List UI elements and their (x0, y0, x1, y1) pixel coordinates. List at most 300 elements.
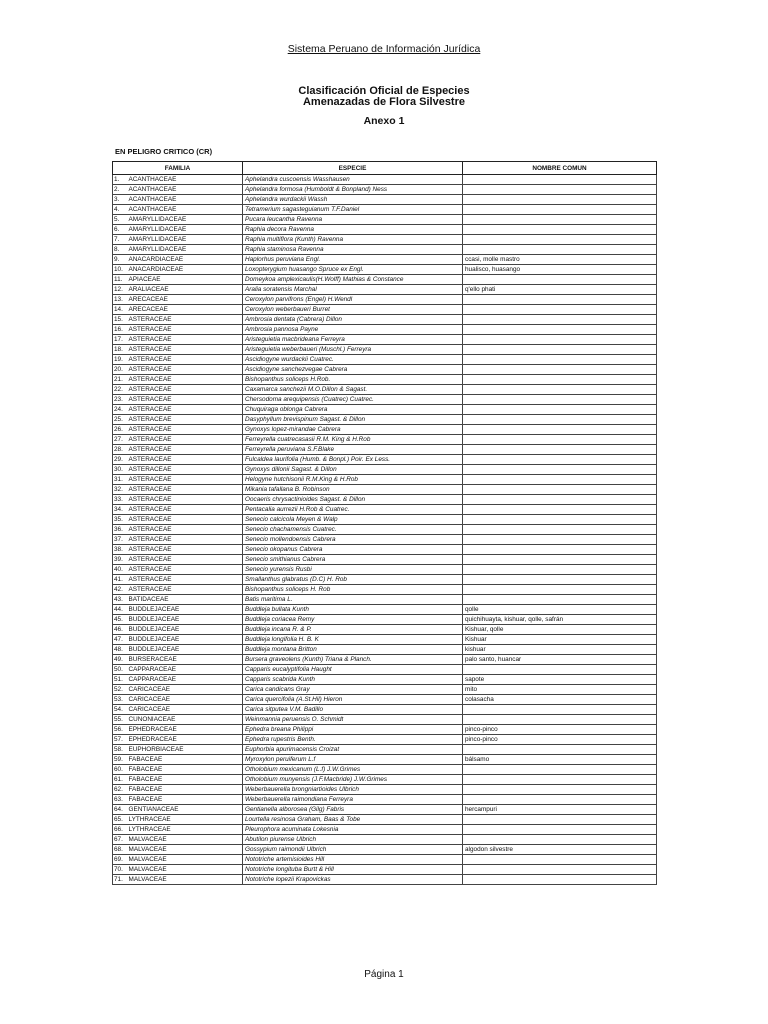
table-row (113, 185, 657, 195)
cell-nombre-comun (463, 475, 657, 485)
cell-familia: FABACEAE (127, 765, 243, 775)
row-number: 27. (113, 435, 127, 445)
cell-familia: MALVACEAE (127, 875, 243, 885)
cell-nombre-comun: mito (463, 685, 657, 695)
cell-familia: ASTERACEAE (127, 475, 243, 485)
cell-familia: CAPPARACEAE (127, 675, 243, 685)
cell-especie: Raphia decora Ravenna (243, 225, 463, 235)
cell-nombre-comun (463, 295, 657, 305)
cell-nombre-comun (463, 495, 657, 505)
table-row (113, 435, 657, 445)
cell-familia: CARICACEAE (127, 685, 243, 695)
cell-nombre-comun (463, 865, 657, 875)
cell-nombre-comun: Kishuar, qolle (463, 625, 657, 635)
cell-nombre-comun (463, 445, 657, 455)
cell-familia: ASTERACEAE (127, 335, 243, 345)
row-number: 45. (113, 615, 127, 625)
cell-familia: EPHEDRACEAE (127, 725, 243, 735)
cell-familia: ASTERACEAE (127, 495, 243, 505)
cell-nombre-comun: pinco-pinco (463, 735, 657, 745)
cell-familia: ASTERACEAE (127, 485, 243, 495)
cell-nombre-comun (463, 575, 657, 585)
cell-nombre-comun (463, 585, 657, 595)
row-number: 1. (113, 175, 127, 185)
cell-nombre-comun: qolle (463, 605, 657, 615)
table-row (113, 335, 657, 345)
cell-especie: Ambrosia dentata (Cabrera) Dillon (243, 315, 463, 325)
table-row (113, 425, 657, 435)
cell-nombre-comun (463, 425, 657, 435)
table-row (113, 855, 657, 865)
table-row (113, 575, 657, 585)
cell-nombre-comun (463, 375, 657, 385)
cell-nombre-comun (463, 565, 657, 575)
cell-especie: Buddleja coriacea Remy (243, 615, 463, 625)
cell-especie: Raphia staminosa Ravenna (243, 245, 463, 255)
cell-especie: Loxopterygium huasango Spruce ex Engl. (243, 265, 463, 275)
row-number: 42. (113, 585, 127, 595)
row-number: 18. (113, 345, 127, 355)
cell-familia: FABACEAE (127, 785, 243, 795)
cell-familia: ASTERACEAE (127, 375, 243, 385)
cell-especie: Gynoxys lopez-mirandae Cabrera (243, 425, 463, 435)
cell-nombre-comun (463, 385, 657, 395)
cell-familia: BUDDLEJACEAE (127, 635, 243, 645)
cell-familia: MALVACEAE (127, 865, 243, 875)
table-row (113, 225, 657, 235)
cell-familia: ASTERACEAE (127, 445, 243, 455)
row-number: 52. (113, 685, 127, 695)
table-row (113, 825, 657, 835)
row-number: 19. (113, 355, 127, 365)
cell-familia: ASTERACEAE (127, 315, 243, 325)
table-row (113, 565, 657, 575)
cell-especie: Senecio smithianus Cabrera (243, 555, 463, 565)
cell-nombre-comun (463, 465, 657, 475)
cell-especie: Mikania tafallana B. Robinson (243, 485, 463, 495)
row-number: 47. (113, 635, 127, 645)
row-number: 58. (113, 745, 127, 755)
table-row (113, 755, 657, 765)
cell-especie: Buddleja longifolia H. B. K (243, 635, 463, 645)
table-body (113, 175, 657, 885)
table-row (113, 535, 657, 545)
row-number: 30. (113, 465, 127, 475)
cell-familia: CAPPARACEAE (127, 665, 243, 675)
table-row (113, 505, 657, 515)
cell-familia: ASTERACEAE (127, 505, 243, 515)
cell-nombre-comun (463, 185, 657, 195)
cell-especie: Smallanthus glabratus (D.C) H. Rob (243, 575, 463, 585)
cell-nombre-comun: hualisco, huasango (463, 265, 657, 275)
cell-nombre-comun (463, 415, 657, 425)
cell-especie: Helogyne hutchisonii R.M.King & H.Rob (243, 475, 463, 485)
table-row (113, 605, 657, 615)
table-row (113, 325, 657, 335)
cell-familia: AMARYLLIDACEAE (127, 215, 243, 225)
cell-nombre-comun (463, 195, 657, 205)
row-number: 20. (113, 365, 127, 375)
row-number: 13. (113, 295, 127, 305)
cell-nombre-comun (463, 705, 657, 715)
row-number: 9. (113, 255, 127, 265)
cell-nombre-comun (463, 545, 657, 555)
cell-especie: Senecio calcicola Meyen & Walp (243, 515, 463, 525)
table-row (113, 725, 657, 735)
cell-nombre-comun (463, 875, 657, 885)
row-number: 3. (113, 195, 127, 205)
cell-familia: ASTERACEAE (127, 525, 243, 535)
cell-nombre-comun (463, 715, 657, 725)
table-row (113, 745, 657, 755)
cell-familia: ASTERACEAE (127, 365, 243, 375)
cell-especie: Haplorhus peruviana Engl. (243, 255, 463, 265)
cell-familia: ASTERACEAE (127, 565, 243, 575)
table-row (113, 465, 657, 475)
cell-especie: Euphorbia apurimacensis Croizat (243, 745, 463, 755)
cell-nombre-comun (463, 775, 657, 785)
table-row (113, 385, 657, 395)
table-row (113, 295, 657, 305)
table-row (113, 665, 657, 675)
cell-familia: MALVACEAE (127, 845, 243, 855)
cell-nombre-comun: sapote (463, 675, 657, 685)
table-row (113, 255, 657, 265)
cell-nombre-comun (463, 665, 657, 675)
table-row (113, 415, 657, 425)
row-number: 53. (113, 695, 127, 705)
row-number: 43. (113, 595, 127, 605)
row-number: 2. (113, 185, 127, 195)
cell-familia: CARICACEAE (127, 695, 243, 705)
table-row (113, 675, 657, 685)
row-number: 24. (113, 405, 127, 415)
row-number: 12. (113, 285, 127, 295)
table-row (113, 355, 657, 365)
cell-especie: Carica candicans Gray (243, 685, 463, 695)
row-number: 26. (113, 425, 127, 435)
cell-especie: Ceroxylon weberbaueri Burret (243, 305, 463, 315)
cell-familia: BUDDLEJACEAE (127, 605, 243, 615)
cell-nombre-comun: palo santo, huancar (463, 655, 657, 665)
cell-nombre-comun (463, 275, 657, 285)
header-nombre-comun: NOMBRE COMUN (463, 162, 657, 175)
cell-familia: ASTERACEAE (127, 415, 243, 425)
row-number: 65. (113, 815, 127, 825)
table-row (113, 545, 657, 555)
row-number: 71. (113, 875, 127, 885)
cell-nombre-comun (463, 225, 657, 235)
cell-familia: ACANTHACEAE (127, 205, 243, 215)
cell-especie: Ascidiogyne wurdackii Cuatrec. (243, 355, 463, 365)
row-number: 38. (113, 545, 127, 555)
cell-especie: Buddleja incana R. & P. (243, 625, 463, 635)
row-number: 37. (113, 535, 127, 545)
cell-nombre-comun (463, 175, 657, 185)
cell-especie: Pleurophora acuminata Lokesnia (243, 825, 463, 835)
cell-nombre-comun (463, 515, 657, 525)
title-line-1: Clasificación Oficial de Especies (298, 85, 470, 97)
cell-familia: CUNONIACEAE (127, 715, 243, 725)
row-number: 66. (113, 825, 127, 835)
cell-nombre-comun: colasacha (463, 695, 657, 705)
row-number: 34. (113, 505, 127, 515)
cell-familia: BUDDLEJACEAE (127, 645, 243, 655)
cell-especie: Senecio chachamensis Cuatrec. (243, 525, 463, 535)
row-number: 55. (113, 715, 127, 725)
cell-especie: Ceroxylon parvifrons (Engel) H.Wendl (243, 295, 463, 305)
cell-especie: Buddleja montana Britton (243, 645, 463, 655)
cell-especie: Abutilon piurense Ulbrich (243, 835, 463, 845)
table-row (113, 365, 657, 375)
cell-nombre-comun: quichihuayta, kishuar, qolle, safrán (463, 615, 657, 625)
table-row (113, 595, 657, 605)
cell-especie: Capparis scabrida Kunth (243, 675, 463, 685)
cell-especie: Dasyphyllum brevispinum Sagast. & Dillon (243, 415, 463, 425)
table-row (113, 285, 657, 295)
row-number: 8. (113, 245, 127, 255)
row-number: 46. (113, 625, 127, 635)
table-header-row (113, 162, 657, 175)
row-number: 60. (113, 765, 127, 775)
table-row (113, 705, 657, 715)
table-row (113, 655, 657, 665)
cell-nombre-comun: bálsamo (463, 755, 657, 765)
table-row (113, 265, 657, 275)
cell-especie: Gossypium raimondii Ulbrich (243, 845, 463, 855)
row-number: 57. (113, 735, 127, 745)
cell-nombre-comun (463, 345, 657, 355)
row-number: 68. (113, 845, 127, 855)
row-number: 50. (113, 665, 127, 675)
table-row (113, 305, 657, 315)
cell-nombre-comun (463, 205, 657, 215)
cell-familia: MALVACEAE (127, 835, 243, 845)
table-row (113, 765, 657, 775)
cell-nombre-comun (463, 325, 657, 335)
row-number: 39. (113, 555, 127, 565)
row-number: 5. (113, 215, 127, 225)
row-number: 35. (113, 515, 127, 525)
cell-especie: Ephedra rupestris Benth. (243, 735, 463, 745)
cell-especie: Domeykoa amplexicaulis(H.Wolff) Mathias & Constance (243, 275, 463, 285)
cell-especie: Nototriche lopezii Krapovickas (243, 875, 463, 885)
table-row (113, 205, 657, 215)
cell-especie: Batis maritima L. (243, 595, 463, 605)
title-line-2: Amenazadas de Flora Silvestre (302, 96, 465, 108)
cell-nombre-comun (463, 435, 657, 445)
cell-familia: FABACEAE (127, 755, 243, 765)
row-number: 54. (113, 705, 127, 715)
cell-familia: BUDDLEJACEAE (127, 625, 243, 635)
cell-familia: ASTERACEAE (127, 345, 243, 355)
cell-especie: Otholobium mexicanum (L.f) J.W.Grimes (243, 765, 463, 775)
cell-nombre-comun (463, 405, 657, 415)
cell-especie: Weinmannia peruensis O. Schmidt (243, 715, 463, 725)
cell-nombre-comun: kishuar (463, 645, 657, 655)
cell-especie: Ferreyrella cuatrecasasii R.M. King & H.Rob (243, 435, 463, 445)
system-header: Sistema Peruano de Información Jurídica (287, 43, 481, 55)
cell-familia: ASTERACEAE (127, 355, 243, 365)
cell-familia: ASTERACEAE (127, 325, 243, 335)
row-number: 21. (113, 375, 127, 385)
cell-familia: ACANTHACEAE (127, 195, 243, 205)
table-row (113, 715, 657, 725)
cell-familia: ASTERACEAE (127, 395, 243, 405)
cell-nombre-comun (463, 535, 657, 545)
cell-nombre-comun: ccasi, molle mastro (463, 255, 657, 265)
cell-especie: Pucara leucantha Ravenna (243, 215, 463, 225)
row-number: 33. (113, 495, 127, 505)
cell-nombre-comun (463, 305, 657, 315)
cell-nombre-comun (463, 355, 657, 365)
table-row (113, 495, 657, 505)
cell-nombre-comun (463, 785, 657, 795)
table-row (113, 515, 657, 525)
row-number: 62. (113, 785, 127, 795)
table-row (113, 445, 657, 455)
cell-nombre-comun (463, 215, 657, 225)
cell-especie: Buddleja bullata Kunth (243, 605, 463, 615)
row-number: 14. (113, 305, 127, 315)
cell-especie: Bursera graveolens (Kunth) Triana & Planch. (243, 655, 463, 665)
table-row (113, 245, 657, 255)
row-number: 48. (113, 645, 127, 655)
cell-especie: Weberbauerella raimondiana Ferreyra (243, 795, 463, 805)
table-row (113, 835, 657, 845)
table-row (113, 455, 657, 465)
table-row (113, 685, 657, 695)
cell-especie: Caxamarca sanchezii M.O.Dillon & Sagast. (243, 385, 463, 395)
row-number: 56. (113, 725, 127, 735)
cell-familia: EUPHORBIACEAE (127, 745, 243, 755)
cell-especie: Ascidiogyne sanchezvegae Cabrera (243, 365, 463, 375)
cell-familia: AMARYLLIDACEAE (127, 245, 243, 255)
cell-familia: BUDDLEJACEAE (127, 615, 243, 625)
document-title (0, 86, 768, 108)
cell-nombre-comun: q'ello phati (463, 285, 657, 295)
cell-familia: ASTERACEAE (127, 575, 243, 585)
row-number: 31. (113, 475, 127, 485)
table-row (113, 485, 657, 495)
cell-nombre-comun (463, 235, 657, 245)
cell-nombre-comun (463, 815, 657, 825)
row-number: 29. (113, 455, 127, 465)
header-especie: ESPECIE (243, 162, 463, 175)
cell-familia: ANACARDIACEAE (127, 255, 243, 265)
cell-nombre-comun (463, 505, 657, 515)
cell-especie: Weberbauerella brongniartioides Ulbrich (243, 785, 463, 795)
cell-especie: Pentacalia aurrezii H.Rob & Cuatrec. (243, 505, 463, 515)
table-row (113, 475, 657, 485)
cell-especie: Ephedra breana Philippi (243, 725, 463, 735)
cell-especie: Fulcaldea laurifolia (Humb. & Bonpl.) Poir. Ex Less. (243, 455, 463, 465)
row-number: 32. (113, 485, 127, 495)
table-row (113, 845, 657, 855)
cell-familia: ANACARDIACEAE (127, 265, 243, 275)
cell-familia: BURSERACEAE (127, 655, 243, 665)
cell-especie: Gentianella alborosea (Gilg) Fabris (243, 805, 463, 815)
table-row (113, 235, 657, 245)
row-number: 49. (113, 655, 127, 665)
table-row (113, 375, 657, 385)
table-row (113, 625, 657, 635)
cell-especie: Carica quercifolia (A.St.Hil) Hieron (243, 695, 463, 705)
species-table (112, 161, 657, 885)
cell-nombre-comun (463, 745, 657, 755)
cell-especie: Aralia soratensis Marchal (243, 285, 463, 295)
table-row (113, 815, 657, 825)
category-heading: EN PELIGRO CRITICO (CR) (115, 147, 213, 156)
cell-especie: Senecio mollendoensis Cabrera (243, 535, 463, 545)
cell-especie: Aphelandra formosa (Humboldt & Bonpland) Ness (243, 185, 463, 195)
row-number: 63. (113, 795, 127, 805)
cell-especie: Senecio yurensis Rusbi (243, 565, 463, 575)
cell-familia: ASTERACEAE (127, 405, 243, 415)
row-number: 28. (113, 445, 127, 455)
cell-especie: Nototriche artemisioides Hill (243, 855, 463, 865)
row-number: 44. (113, 605, 127, 615)
cell-familia: CARICACEAE (127, 705, 243, 715)
cell-especie: Senecio okopanus Cabrera (243, 545, 463, 555)
table-row (113, 525, 657, 535)
cell-especie: Carica sitputea V.M. Badillo (243, 705, 463, 715)
table-row (113, 735, 657, 745)
row-number: 51. (113, 675, 127, 685)
cell-nombre-comun: Kishuar (463, 635, 657, 645)
row-number: 22. (113, 385, 127, 395)
table-row (113, 395, 657, 405)
cell-familia: BATIDACEAE (127, 595, 243, 605)
cell-nombre-comun (463, 335, 657, 345)
cell-nombre-comun (463, 315, 657, 325)
table-row (113, 645, 657, 655)
page-number: Página 1 (364, 969, 404, 980)
table-row (113, 775, 657, 785)
annex-label: Anexo 1 (363, 115, 405, 127)
row-number: 15. (113, 315, 127, 325)
row-number: 41. (113, 575, 127, 585)
table-row (113, 585, 657, 595)
cell-nombre-comun (463, 555, 657, 565)
cell-especie: Aphelandra cuscoensis Wasshausen (243, 175, 463, 185)
cell-familia: ACANTHACEAE (127, 175, 243, 185)
table-row (113, 875, 657, 885)
cell-familia: ASTERACEAE (127, 585, 243, 595)
cell-nombre-comun (463, 835, 657, 845)
row-number: 61. (113, 775, 127, 785)
cell-familia: ASTERACEAE (127, 435, 243, 445)
header-familia: FAMILIA (113, 162, 243, 175)
table-row (113, 175, 657, 185)
cell-especie: Ambrosia pannosa Payne (243, 325, 463, 335)
row-number: 11. (113, 275, 127, 285)
cell-especie: Ferreyrella peruviana S.F.Blake (243, 445, 463, 455)
cell-especie: Bishopanthus soliceps H. Rob (243, 585, 463, 595)
row-number: 64. (113, 805, 127, 815)
cell-nombre-comun (463, 485, 657, 495)
table-row (113, 555, 657, 565)
table-row (113, 315, 657, 325)
table-row (113, 615, 657, 625)
cell-especie: Otholobium munyensis (J.F.Macbride) J.W.Grimes (243, 775, 463, 785)
cell-familia: ASTERACEAE (127, 425, 243, 435)
row-number: 10. (113, 265, 127, 275)
cell-especie: Chersodoma arequipensis (Cuatrec) Cuatrec. (243, 395, 463, 405)
cell-especie: Bishopanthus soliceps H.Rob. (243, 375, 463, 385)
row-number: 23. (113, 395, 127, 405)
cell-especie: Aristeguietia macbrideana Ferreyra (243, 335, 463, 345)
